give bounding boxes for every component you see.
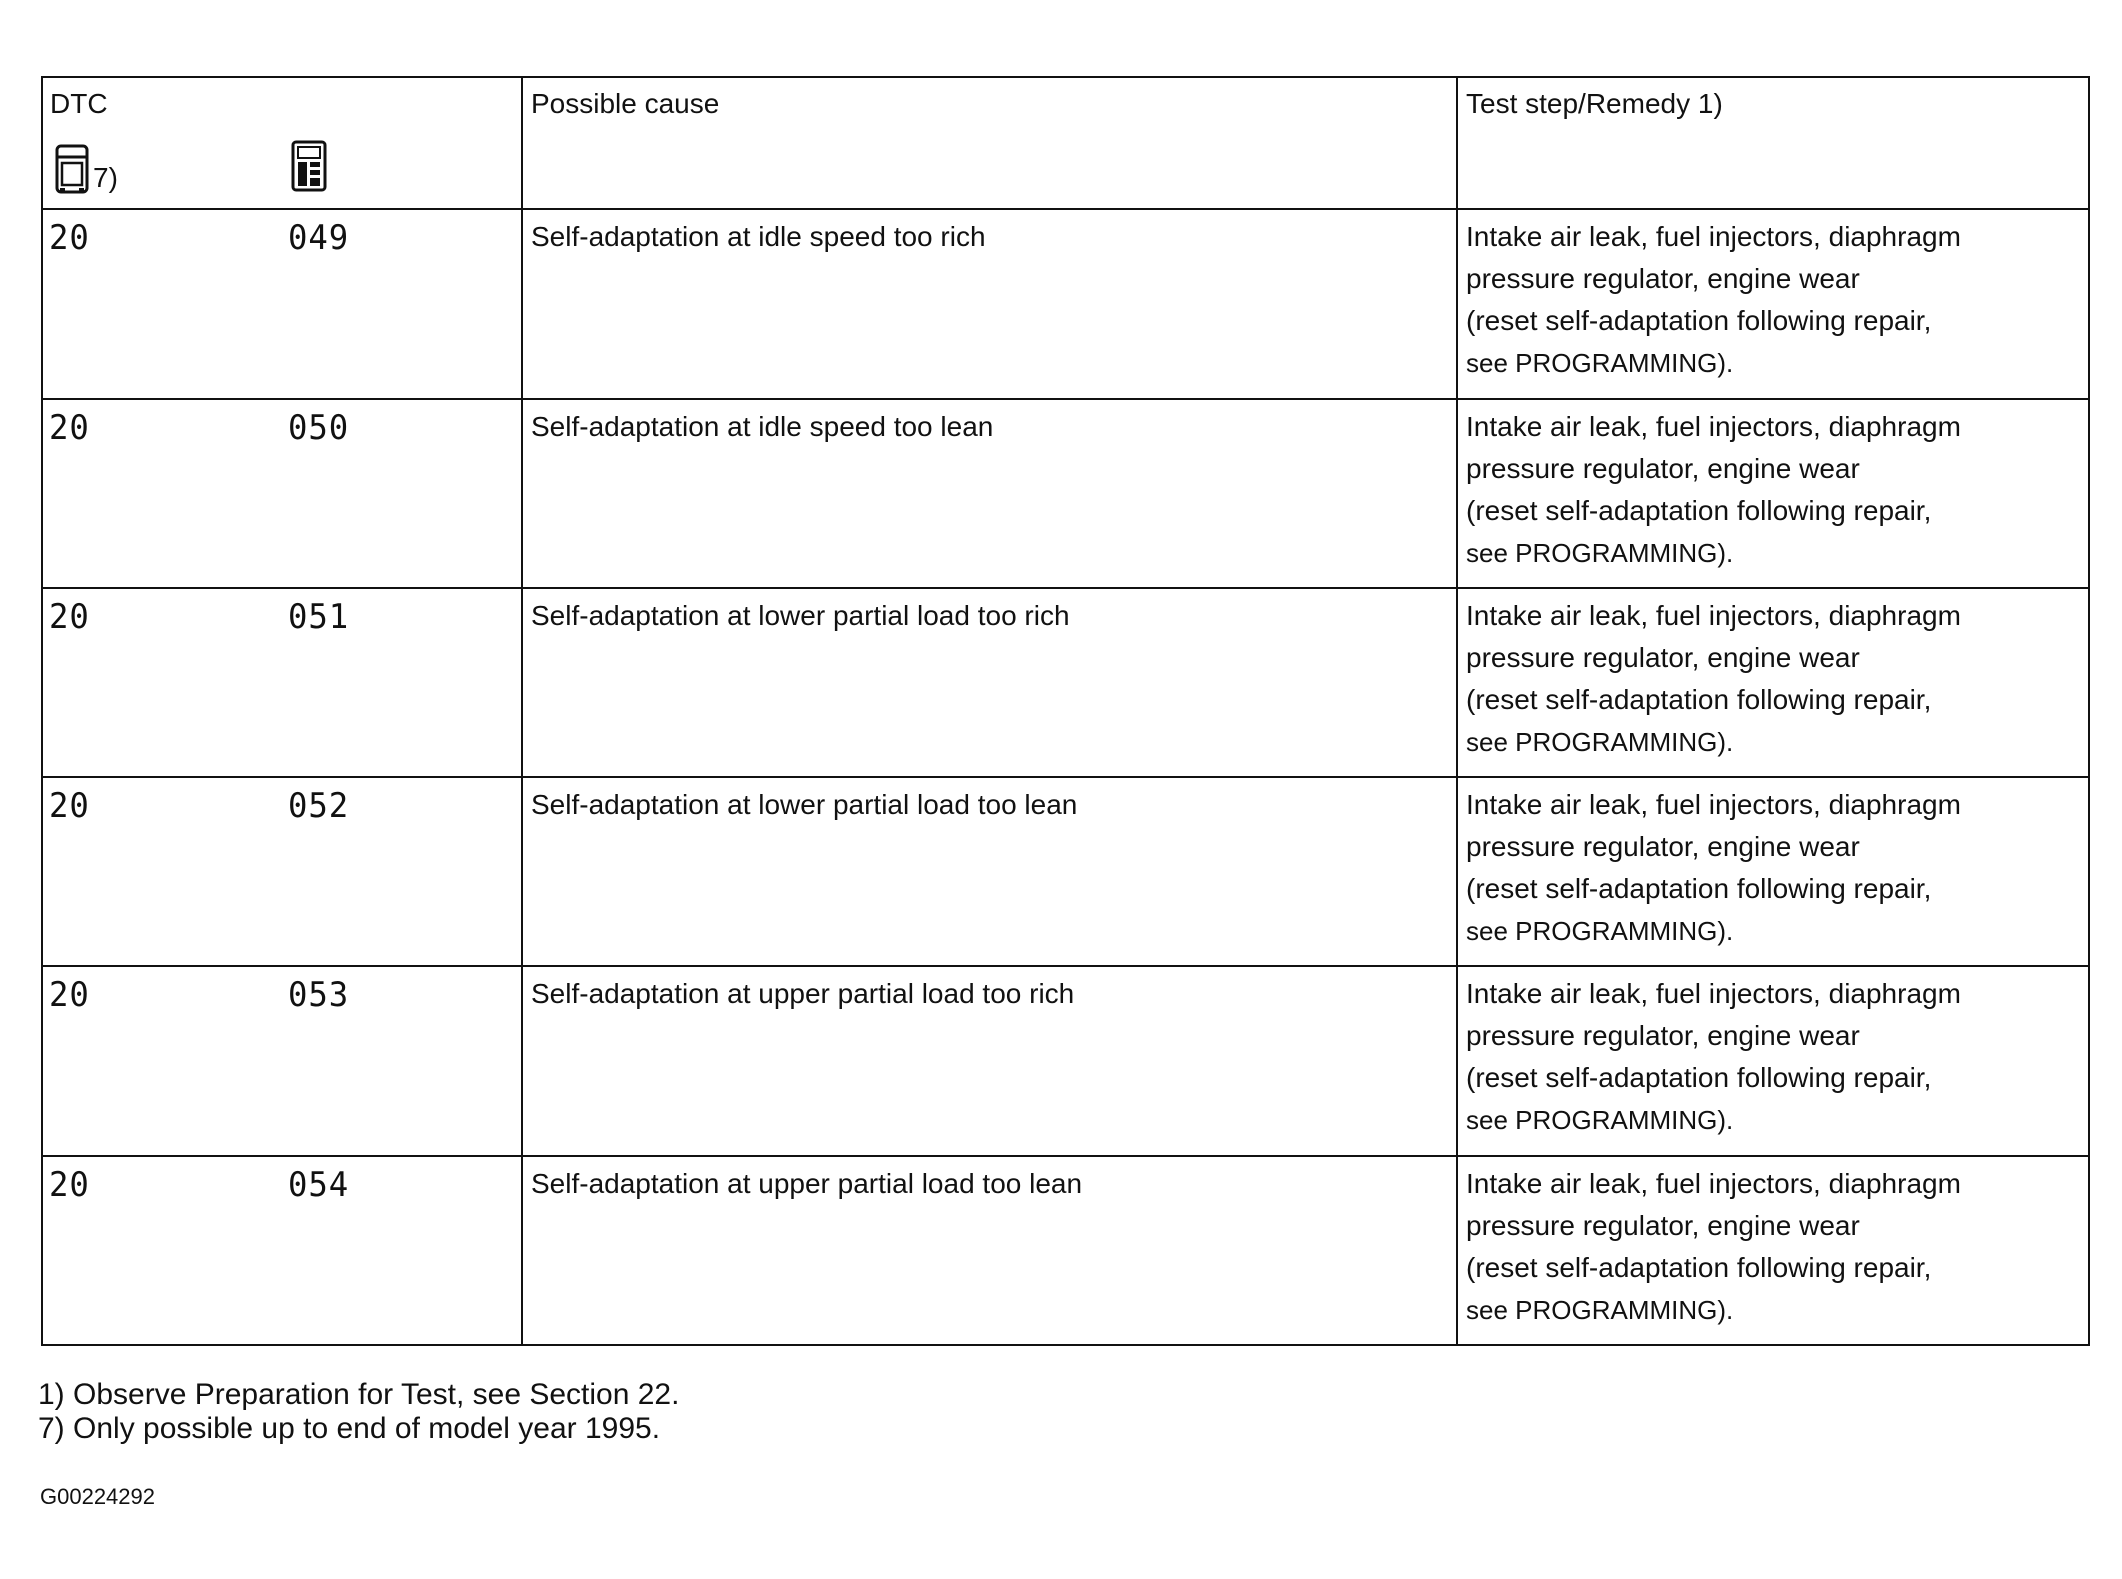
cause-cell	[522, 1156, 1457, 1345]
remedy-line: (reset self-adaptation following repair,	[1466, 1062, 1932, 1094]
dtc-code-tester: 20	[49, 407, 90, 448]
cause-text: Self-adaptation at idle speed too lean	[531, 410, 994, 442]
dtc-cell	[42, 399, 522, 588]
remedy-line: (reset self-adaptation following repair,	[1466, 305, 1932, 337]
dtc-cell	[42, 777, 522, 966]
remedy-line: see PROGRAMMING).	[1466, 537, 1734, 568]
dtc-code-scanner: 052	[288, 786, 350, 827]
footnote: 1) Observe Preparation for Test, see Section 22.	[38, 1378, 680, 1411]
table-row	[42, 209, 2089, 398]
remedy-line: Intake air leak, fuel injectors, diaphragm	[1466, 1167, 1961, 1199]
remedy-cell	[1457, 399, 2089, 588]
tester-icon	[55, 144, 89, 194]
dtc-code-scanner: 053	[288, 975, 350, 1016]
dtc-code-scanner: 051	[288, 596, 350, 637]
cause-text: Self-adaptation at upper partial load too rich	[531, 978, 1075, 1010]
cause-cell	[522, 399, 1457, 588]
remedy-line: pressure regulator, engine wear	[1466, 452, 1860, 484]
dtc-table	[41, 76, 2090, 1346]
remedy-line: (reset self-adaptation following repair,	[1466, 1251, 1932, 1283]
remedy-line: pressure regulator, engine wear	[1466, 263, 1860, 295]
remedy-cell	[1457, 588, 2089, 777]
cause-header-label: Possible cause	[531, 88, 720, 119]
dtc-code-scanner: 049	[288, 218, 350, 259]
remedy-cell	[1457, 777, 2089, 966]
cause-text: Self-adaptation at idle speed too rich	[531, 221, 986, 253]
dtc-header-label: DTC	[50, 88, 108, 119]
cause-header-cell	[522, 77, 1457, 209]
scanner-icon	[290, 140, 328, 192]
table-row	[42, 966, 2089, 1155]
dtc-code-tester: 20	[49, 218, 90, 259]
remedy-line: see PROGRAMMING).	[1466, 726, 1734, 757]
table-row	[42, 777, 2089, 966]
remedy-cell	[1457, 966, 2089, 1155]
dtc-cell	[42, 1156, 522, 1345]
table-row	[42, 399, 2089, 588]
graphic-id: G00224292	[40, 1484, 155, 1509]
remedy-line: Intake air leak, fuel injectors, diaphragm	[1466, 410, 1961, 442]
cause-cell	[522, 588, 1457, 777]
cause-text: Self-adaptation at lower partial load too rich	[531, 599, 1070, 631]
remedy-header-cell	[1457, 77, 2089, 209]
remedy-line: see PROGRAMMING).	[1466, 916, 1734, 947]
remedy-line: see PROGRAMMING).	[1466, 1105, 1734, 1136]
footnote: 7) Only possible up to end of model year 1995.	[38, 1412, 661, 1445]
cause-cell	[522, 966, 1457, 1155]
dtc-cell	[42, 966, 522, 1155]
table-row	[42, 1156, 2089, 1345]
remedy-line: (reset self-adaptation following repair,	[1466, 873, 1932, 905]
dtc-cell	[42, 588, 522, 777]
dtc-header-cell	[42, 77, 522, 209]
cause-cell	[522, 777, 1457, 966]
dtc-cell	[42, 209, 522, 398]
remedy-line: Intake air leak, fuel injectors, diaphragm	[1466, 978, 1961, 1010]
tester-footnote-ref: 7)	[93, 162, 118, 193]
remedy-header-label: Test step/Remedy 1)	[1466, 88, 1723, 119]
dtc-code-tester: 20	[49, 1164, 90, 1205]
remedy-cell	[1457, 1156, 2089, 1345]
footnotes	[38, 1378, 679, 1446]
remedy-cell	[1457, 209, 2089, 398]
remedy-line: Intake air leak, fuel injectors, diaphragm	[1466, 789, 1961, 821]
dtc-code-scanner: 054	[288, 1164, 350, 1205]
remedy-line: pressure regulator, engine wear	[1466, 1209, 1860, 1241]
table-header-row	[42, 77, 2089, 209]
remedy-line: see PROGRAMMING).	[1466, 348, 1734, 379]
dtc-code-tester: 20	[49, 596, 90, 637]
remedy-line: pressure regulator, engine wear	[1466, 1020, 1860, 1052]
dtc-code-tester: 20	[49, 975, 90, 1016]
cause-text: Self-adaptation at upper partial load too lean	[531, 1167, 1083, 1199]
remedy-line: (reset self-adaptation following repair,	[1466, 494, 1932, 526]
remedy-line: Intake air leak, fuel injectors, diaphragm	[1466, 599, 1961, 631]
cause-text: Self-adaptation at lower partial load too lean	[531, 789, 1078, 821]
table-row	[42, 588, 2089, 777]
remedy-line: pressure regulator, engine wear	[1466, 641, 1860, 673]
dtc-code-tester: 20	[49, 786, 90, 827]
remedy-line: see PROGRAMMING).	[1466, 1294, 1734, 1325]
remedy-line: (reset self-adaptation following repair,	[1466, 683, 1932, 715]
cause-cell	[522, 209, 1457, 398]
dtc-code-scanner: 050	[288, 407, 350, 448]
remedy-line: Intake air leak, fuel injectors, diaphragm	[1466, 221, 1961, 253]
remedy-line: pressure regulator, engine wear	[1466, 831, 1860, 863]
